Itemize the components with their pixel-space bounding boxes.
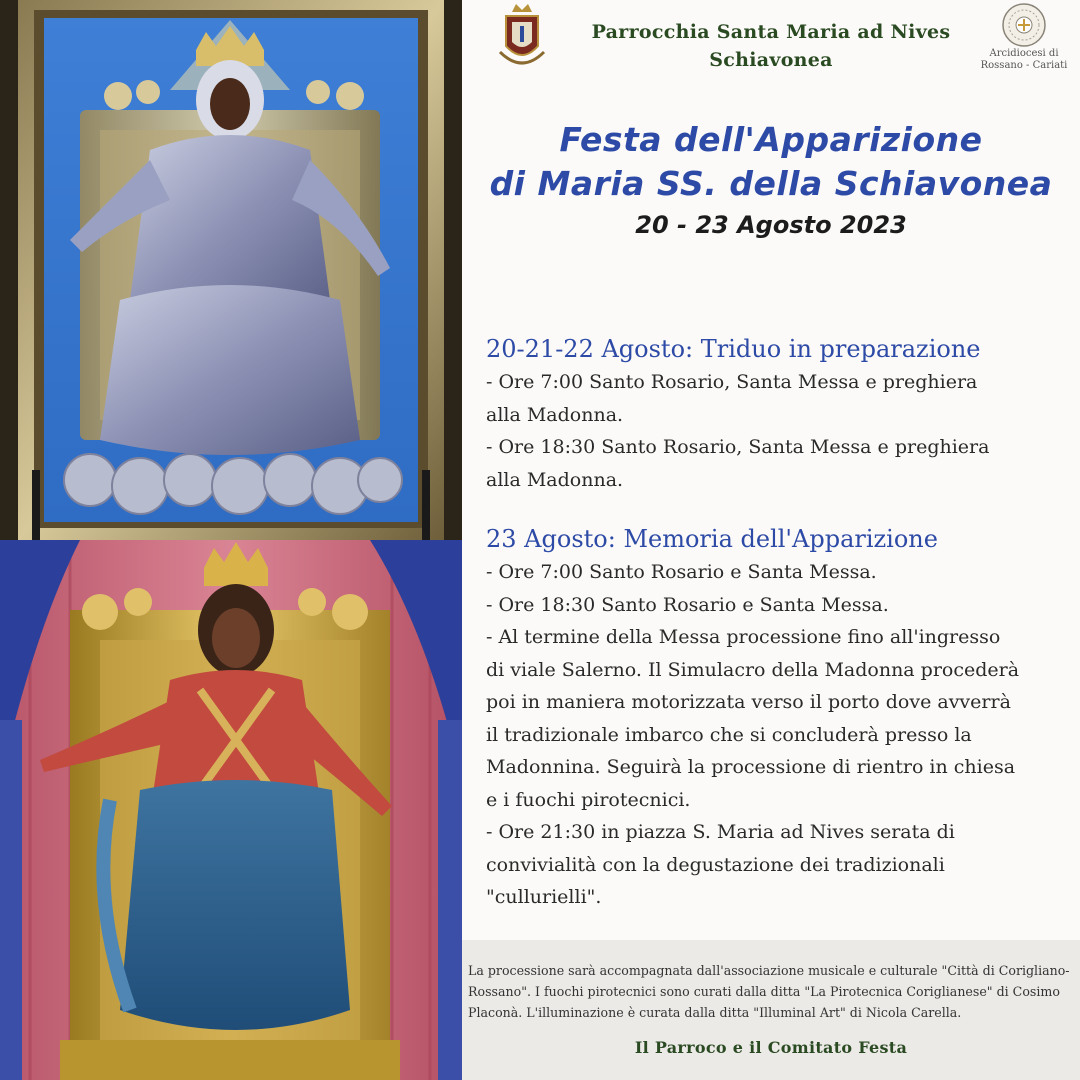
schedule-line: alla Madonna. — [486, 403, 624, 426]
madonna-painting-image — [0, 0, 462, 540]
schedule-line: - Al termine della Messa processione fino all'ingresso — [486, 626, 1001, 648]
archdiocese-seal-icon — [1001, 2, 1047, 48]
schedule-line: e i fuochi pirotecnici. — [486, 788, 691, 811]
schedule-line: convivialità con la degustazione dei tradizionali — [486, 853, 945, 876]
madonna-statue-image — [0, 540, 462, 1080]
schedule-section-triduo — [486, 332, 1076, 496]
event-dates: 20 - 23 Agosto 2023 — [635, 211, 907, 239]
footer-credits-note: La processione sarà accompagnata dall'associazione musicale e culturale "Città di Corigliano-Rossano". I fuochi pirotecnici sono curati dalla ditta "La Pirotecnica Coriglianese" di Cosimo Placonà. L'illuminazione è curata dalla ditta "Illuminal Art" di Nicola Carella. — [468, 963, 1070, 1020]
schedule-line: poi in maniera motorizzata verso il porto dove avverrà — [486, 691, 1011, 713]
schedule-line: - Ore 18:30 Santo Rosario, Santa Messa e preghiera — [486, 436, 990, 458]
archdiocese-name-line2: Rossano - Cariati — [980, 60, 1068, 71]
schedule-line: - Ore 7:00 Santo Rosario, Santa Messa e preghiera — [486, 371, 978, 393]
parish-name-line1: Parrocchia Santa Maria ad Nives — [591, 21, 951, 43]
archdiocese-logo — [974, 2, 1074, 76]
schedule-line: il tradizionale imbarco che si concluderà presso la — [486, 723, 972, 746]
schedule-line: Madonnina. Seguirà la processione di rientro in chiesa — [486, 756, 1016, 778]
schedule-line: "cullurielli". — [486, 886, 602, 908]
schedule-section-memoria — [486, 522, 1076, 914]
archdiocese-name-line1: Arcidiocesi di — [989, 48, 1059, 59]
footer-signature: Il Parroco e il Comitato Festa — [634, 1038, 908, 1057]
footer-box — [462, 940, 1080, 1080]
schedule-line: alla Madonna. — [486, 468, 624, 491]
schedule-line: - Ore 21:30 in piazza S. Maria ad Nives serata di — [486, 821, 955, 843]
event-title-line2: di Maria SS. della Schiavonea — [489, 164, 1053, 203]
schedule-line: - Ore 7:00 Santo Rosario e Santa Messa. — [486, 561, 877, 583]
section-heading: 20-21-22 Agosto: Triduo in preparazione — [486, 335, 981, 363]
image-column — [0, 0, 462, 1080]
schedule-line: - Ore 18:30 Santo Rosario e Santa Messa. — [486, 593, 889, 616]
parish-coat-of-arms-icon — [494, 2, 550, 74]
schedule-line: di viale Salerno. Il Simulacro della Madonna procederà — [486, 658, 1020, 681]
event-title-line1: Festa dell'Apparizione — [559, 120, 983, 159]
content-column — [462, 0, 1080, 1080]
parish-name — [562, 18, 980, 74]
parish-name-line2: Schiavonea — [709, 49, 833, 71]
event-title — [462, 118, 1080, 242]
section-heading: 23 Agosto: Memoria dell'Apparizione — [486, 525, 938, 553]
